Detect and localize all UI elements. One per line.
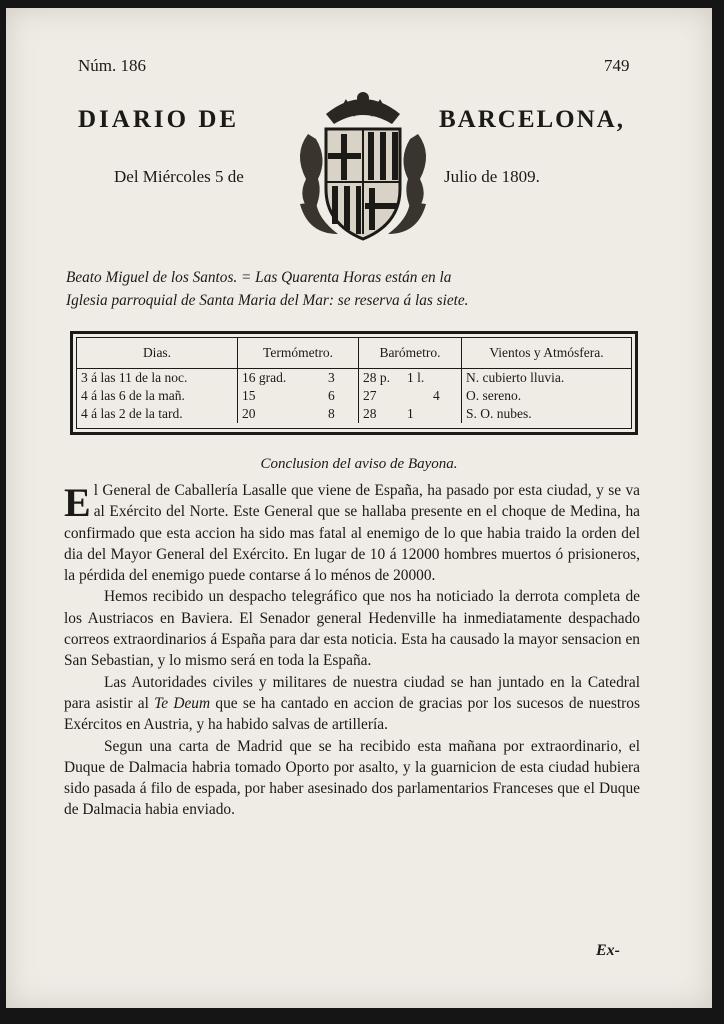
weather-table — [70, 331, 638, 435]
date-line-left: Del Miércoles 5 de — [114, 167, 244, 186]
cell-barometro: 28 1 — [359, 405, 462, 423]
paragraph: Segun una carta de Madrid que se ha recibido esta mañana por extraordinario, el Duque de Dalmacia habria tomado Oporto por asalto, y la guarnicion de esta ciudad hubiera sido pasada á filo de espada, por haber asesinado dos parlamentarios Franceses que el Duque de Dalmacia habia enviado. — [64, 737, 640, 819]
article-title: Conclusion del aviso de Bayona. — [260, 456, 458, 472]
catchword: Ex- — [596, 942, 620, 959]
header-barometro: Barómetro. — [359, 338, 462, 369]
drop-cap: E — [64, 480, 91, 525]
table-row — [77, 405, 631, 423]
paragraph: El General de Caballería Lasalle que viene de España, ha pasado por esta ciudad, y se va al Exército del Norte. Este General que se hallaba presente en el choque de Medina, ha confirmado que esta accion ha sido mas fatal al enemigo de lo que habia traido la orden del dia del Mayor General del Exército. En lugar de 10 á 12000 hombres muertos ó prisioneros, la pérdida del enemigo puede contarse á lo ménos de 20000. — [64, 480, 640, 585]
cell-termometro: 15 6 — [238, 387, 359, 405]
header-vientos: Vientos y Atmósfera. — [462, 338, 632, 369]
header-termometro: Termómetro. — [238, 338, 359, 369]
te-deum-italic: Te Deum — [154, 694, 211, 712]
saints-line: Beato Miguel de los Santos. = Las Quarenta Horas están en la — [66, 269, 452, 286]
masthead-title-left: DIARIO DE — [78, 106, 240, 133]
article-body — [64, 480, 640, 821]
coat-of-arms-emblem — [288, 84, 438, 244]
date-line-right: Julio de 1809. — [444, 167, 540, 186]
header-dias: Dias. — [77, 338, 238, 369]
newspaper-page — [6, 8, 712, 1008]
page-number: 749 — [604, 56, 630, 75]
paragraph: Hemos recibido un despacho telegráfico que nos ha noticiado la derrota completa de los Austriacos en Baviera. El Senador general Hedenville ha inmediatamente despachado correos extraordinarios á España para dar esta noticia. Esta ha causado la mayor sensacion en San Sebastian, y lo mismo será en toda la España. — [64, 588, 640, 670]
cell-vientos: O. sereno. — [466, 388, 522, 403]
paragraph: Las Autoridades civiles y militares de nuestra ciudad se han juntado en la Catedral para asistir al Te Deum que se ha cantado en accion de gracias por los sucesos de nuestros Exércitos en Austria, y ha habido salvas de artillería. — [64, 673, 640, 734]
table-row — [77, 387, 631, 405]
cell-termometro: 20 8 — [238, 405, 359, 423]
weather-header-row — [77, 338, 631, 369]
table-row — [77, 369, 631, 388]
cell-vientos: N. cubierto lluvia. — [466, 370, 565, 385]
masthead-title-right: BARCELONA, — [439, 106, 625, 133]
cell-dia: 4 á las 2 de la tard. — [77, 405, 238, 423]
saints-notice — [66, 266, 646, 312]
cell-dia: 4 á las 6 de la mañ. — [77, 387, 238, 405]
cell-barometro: 27 4 — [359, 387, 462, 405]
cell-vientos: S. O. nubes. — [466, 406, 532, 421]
cell-barometro: 28 p. 1 l. — [359, 369, 462, 388]
cell-termometro: 16 grad. 3 — [238, 369, 359, 388]
cell-dia: 3 á las 11 de la noc. — [77, 369, 238, 388]
issue-number: Núm. 186 — [78, 56, 146, 75]
saints-line: Iglesia parroquial de Santa Maria del Mar: se reserva á las siete. — [66, 292, 469, 309]
